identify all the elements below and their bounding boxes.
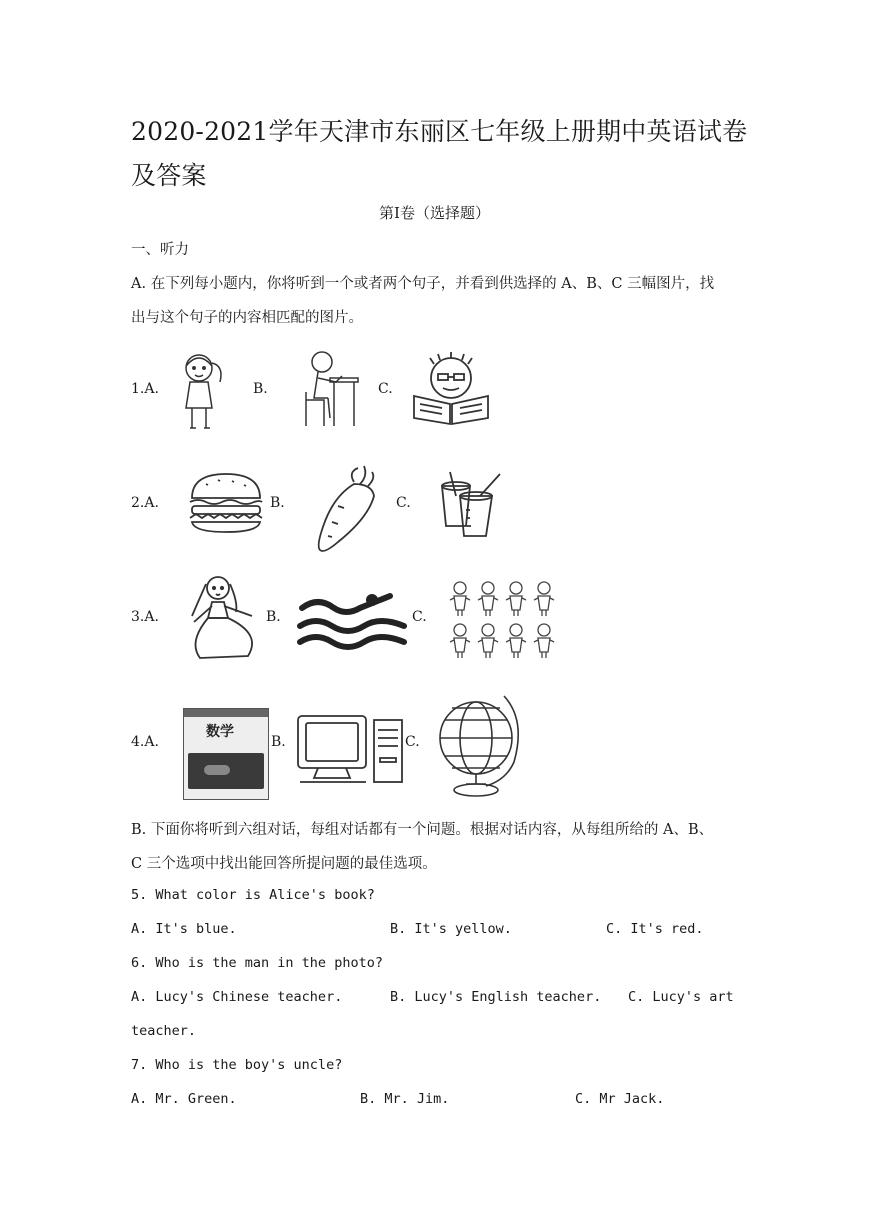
hamburger-picture <box>186 470 266 536</box>
q1-option-c-label: C. <box>378 381 393 397</box>
q6-question: 6. Who is the man in the photo? <box>131 955 383 971</box>
q4-label: 4.A. <box>131 734 159 750</box>
boy-at-desk-picture <box>296 348 364 430</box>
part-b-instruction-2: C 三个选项中找出能回答所提问题的最佳选项。 <box>131 856 437 872</box>
man-reading-newspaper-picture <box>410 352 492 426</box>
q7-option-b: B. Mr. Jim. <box>360 1091 450 1107</box>
q3-option-c-label: C. <box>412 609 427 625</box>
girl-picture <box>166 348 236 436</box>
q6-option-c: C. Lucy's art <box>628 989 734 1005</box>
q4-option-c-label: C. <box>405 734 420 750</box>
part-a-instruction-1: A. 在下列每小题内，你将听到一个或者两个句子，并看到供选择的 A、B、C 三幅图片，找 <box>131 276 715 292</box>
part-heading: 一、听力 <box>131 242 189 258</box>
q5-option-a: A. It's blue. <box>131 921 237 937</box>
q1-option-b-label: B. <box>253 381 268 397</box>
q6-option-b: B. Lucy's English teacher. <box>390 989 602 1005</box>
computer-picture <box>294 712 406 788</box>
math-book-picture <box>183 708 269 800</box>
q3-option-b-label: B. <box>266 609 281 625</box>
part-b-instruction-1: B. 下面你将听到六组对话，每组对话都有一个问题。根据对话内容，从每组所给的 A、B、 <box>131 822 714 838</box>
q6-option-a: A. Lucy's Chinese teacher. <box>131 989 343 1005</box>
swimming-picture <box>294 586 410 652</box>
q2-label: 2.A. <box>131 495 159 511</box>
q5-option-b: B. It's yellow. <box>390 921 512 937</box>
cups-picture <box>436 466 506 538</box>
globe-picture <box>432 690 522 800</box>
q7-question: 7. Who is the boy's uncle? <box>131 1057 343 1073</box>
q3-label: 3.A. <box>131 609 159 625</box>
section-heading: 第I卷（选择题） <box>379 204 490 222</box>
part-a-instruction-2: 出与这个句子的内容相匹配的图片。 <box>131 310 363 326</box>
document-title: 2020-2021学年天津市东丽区七年级上册期中英语试卷及答案 <box>131 117 748 190</box>
q7-option-c: C. Mr Jack. <box>575 1091 665 1107</box>
book-cover-title: 数学 <box>206 724 234 740</box>
dancing-girl-picture <box>178 572 266 662</box>
q5-option-c: C. It's red. <box>606 921 704 937</box>
q4-option-b-label: B. <box>271 734 286 750</box>
q2-option-b-label: B. <box>270 495 285 511</box>
q6-option-c-continued: teacher. <box>131 1023 197 1039</box>
q7-option-a: A. Mr. Green. <box>131 1091 237 1107</box>
q1-label: 1.A. <box>131 381 159 397</box>
q2-option-c-label: C. <box>396 495 411 511</box>
q5-question: 5. What color is Alice's book? <box>131 887 375 903</box>
carrot-picture <box>298 462 394 558</box>
children-group-picture <box>446 578 560 660</box>
